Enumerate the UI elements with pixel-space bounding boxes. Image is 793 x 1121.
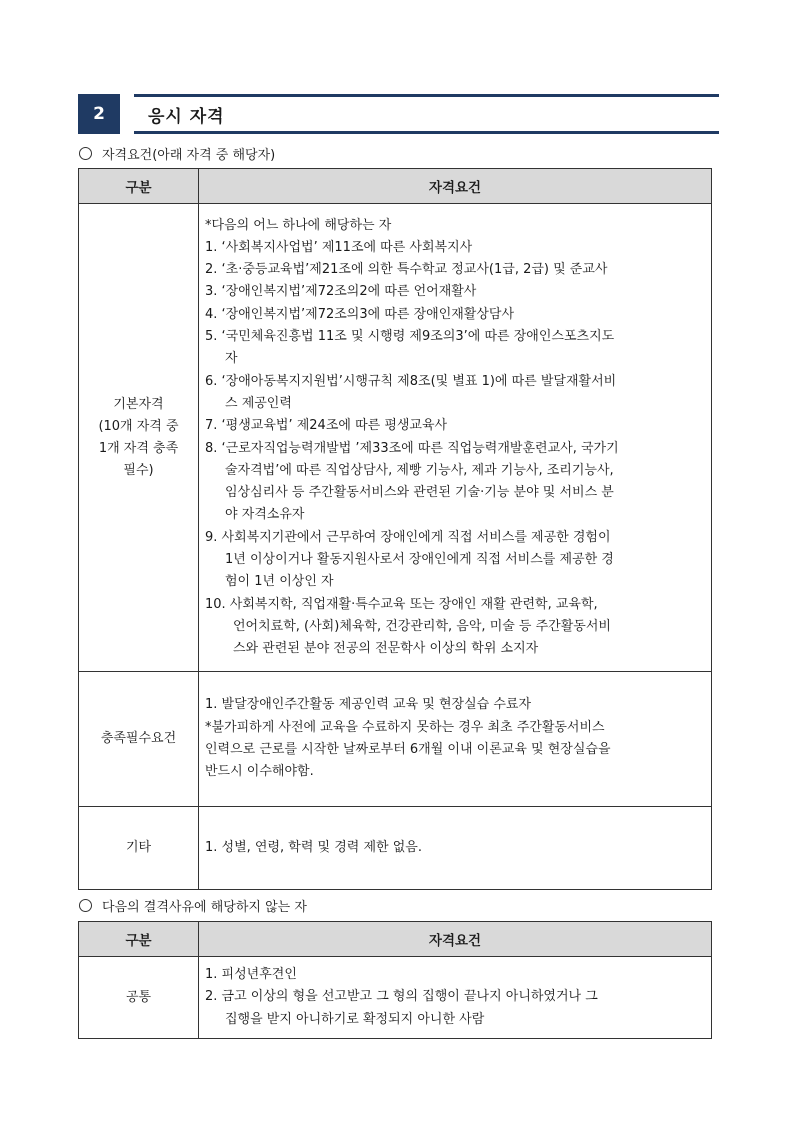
header-bottom-rule [134,131,719,134]
row-content: 1. 피성년후견인 2. 금고 이상의 형을 선고받고 그 형의 집행이 끝나지 아니하였거나 그 집행을 받지 아니하기로 확정되지 아니한 사람 [199,957,712,1039]
table-row-other [79,807,712,890]
row-label: 기본자격 (10개 자격 중 1개 자격 충족 필수) [79,204,199,672]
circle-bullet-icon [79,147,92,160]
row-content: 1. 성별, 연령, 학력 및 경력 제한 없음. [199,807,712,890]
header-category: 구분 [79,169,199,204]
qualification-table [78,168,712,890]
table-row-basic [79,204,712,672]
header-requirements: 자격요건 [199,922,712,957]
header-top-rule [134,94,719,97]
note-disqualification: 다음의 결격사유에 해당하지 않는 자 [79,896,307,915]
table-row-required [79,672,712,807]
header-requirements: 자격요건 [199,169,712,204]
table-header-row [79,922,712,957]
row-content: *다음의 어느 하나에 해당하는 자 1. ‘사회복지사업법’ 제11조에 따른 사회복지사 2. ‘초·중등교육법’제21조에 의한 특수학교 정교사(1급, 2급) 및 준교사 3. ‘장애인복지법’제72조의2에 따른 언어재활사 4. ‘장애인복지법’제72조의3에 따른 장애인재활상담사 5. ‘국민체육진흥법 11조 및 시행령 제9조의3’에 따른 장애인스포츠지도 자 6. ‘장애아동복지지원법’시행규칙 제8조(및 별표 1)에 따른 발달재활서비 스 제공인력 7. ‘평생교육법’ 제24조에 따른 평생교육사 8. ‘근로자직업능력개발법 ’제33조에 따른 직업능력개발훈련교사, 국가기 술자격법’에 따른 직업상담사, 제빵 기능사, 제과 기능사, 조리기능사, 임상심리사 등 주간활동서비스와 관련된 기술·기능 분야 및 서비스 분 야 자격소유자 9. 사회복지기관에서 근무하여 장애인에게 직접 서비스를 제공한 경험이 1년 이상이거나 활동지원사로서 장애인에게 직접 서비스를 제공한 경 험이 1년 이상인 자 10. 사회복지학, 직업재활·특수교육 또는 장애인 재활 관련학, 교육학, 언어치료학, (사회)체육학, 건강관리학, 음악, 미술 등 주간활동서비 스와 관련된 분야 전공의 전문학사 이상의 학위 소지자 [199,204,712,672]
section-number: 2 [78,94,120,134]
table-header-row [79,169,712,204]
section-header [78,94,719,134]
section-title: 응시 자격 [148,107,225,127]
row-content: 1. 발달장애인주간활동 제공인력 교육 및 현장실습 수료자 *불가피하게 사전에 교육을 수료하지 못하는 경우 최초 주간활동서비스 인력으로 근로를 시작한 날짜로부터 6개월 이내 이론교육 및 현장실습을 반드시 이수해야함. [199,672,712,807]
note-qualification: 자격요건(아래 자격 중 해당자) [79,144,275,163]
circle-bullet-icon [79,899,92,912]
row-label: 공통 [79,957,199,1039]
header-category: 구분 [79,922,199,957]
disqualification-table [78,921,712,1039]
row-label: 기타 [79,807,199,890]
row-label: 충족필수요건 [79,672,199,807]
table-row-common [79,957,712,1039]
